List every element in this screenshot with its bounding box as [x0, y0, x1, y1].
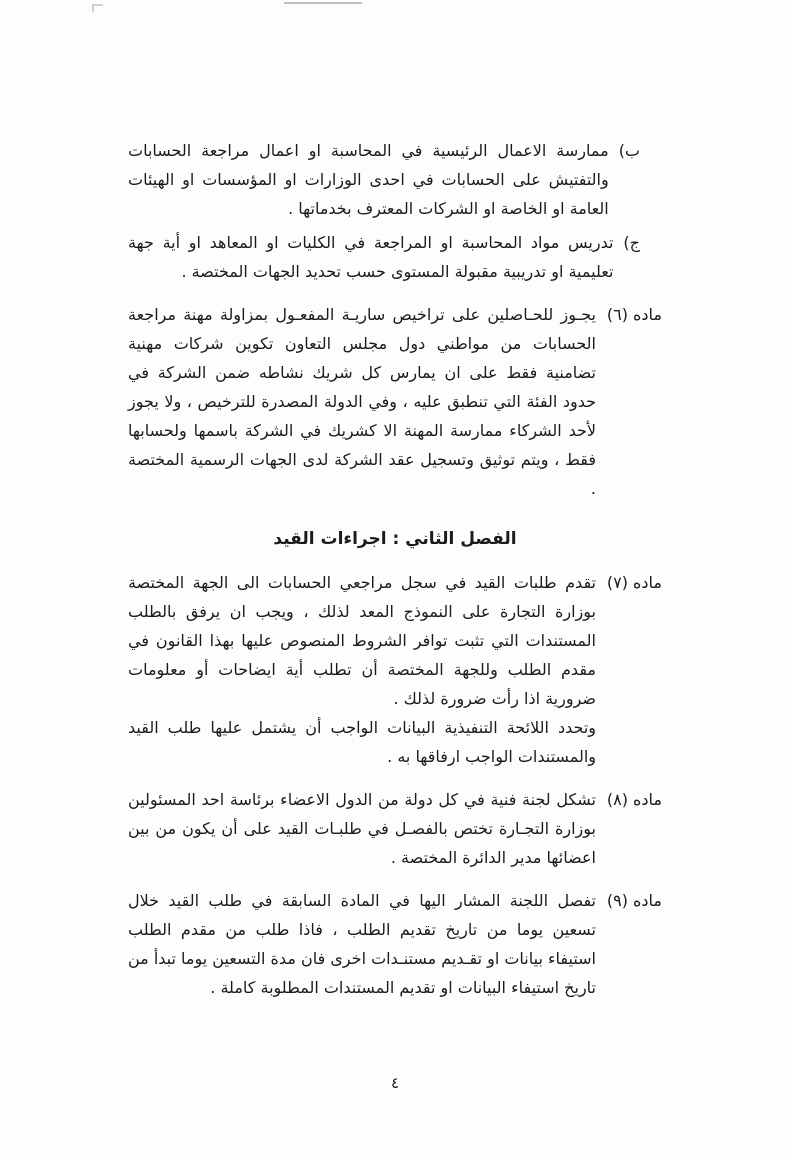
article-7-text: تقدم طلبات القيد في سجل مراجعي الحسابات الى الجهة المختصة بوزارة التجارة على النموذج المعد لذلك ، ويجب ان يرفق بالطلب المستندات التي تثبت توافر الشروط المنصوص عليها بهذا القانون في مقدم الطلب وللجهة المختصة أن تطلب أية ايضاحات أو معلومات ضرورية اذا رأت ضرورة لذلك . [128, 573, 596, 708]
page-number: ٤ [390, 1074, 400, 1092]
article-6-marker: ماده (٦) [606, 305, 662, 324]
article-9 [128, 886, 662, 1002]
article-7-text-wrap [128, 568, 596, 771]
clause-item-j [128, 228, 640, 286]
clause-b-marker: ب) [618, 141, 640, 160]
article-8-text: تشكل لجنة فنية في كل دولة من الدول الاعضاء برئاسة احد المسئولين بوزارة التجـارة تختص بالفصـل في طلبـات القيد على أن يكون من بين اعضائها مدير الدائرة المختصة . [128, 790, 596, 867]
scan-artifact-line [284, 2, 362, 4]
article-9-marker: ماده (٩) [606, 891, 662, 910]
clause-j-marker: ج) [623, 233, 640, 252]
clause-item-b [128, 136, 640, 223]
article-7 [128, 568, 662, 771]
clause-b-text: ممارسة الاعمال الرئيسية في المحاسبة او اعمال مراجعة الحسابات والتفتيش على الحسابات في احدى الوزارات او المؤسسات او الهيئات العامة او الخاصة او الشركات المعترف بخدماتها . [128, 141, 609, 218]
clause-j-text: تدريس مواد المحاسبة او المراجعة في الكليات او المعاهد او أية جهة تعليمية او تدريبية مقبولة المستوى حسب تحديد الجهات المختصة . [128, 233, 614, 281]
chapter-2-heading: الفصل الثاني : اجراءات القيد [273, 529, 517, 549]
article-8-marker: ماده (٨) [606, 790, 662, 809]
article-6-text: يجـوز للحـاصلين على تراخيص ساريـة المفعـول بمزاولة مهنة مراجعة الحسابات من مواطني دول مجلس التعاون تكوين شركات مهنية تضامنية فقط على ان يمارس كل شريك نشاطه ضمن الشركة في حدود الفئة التي تنطبق عليه ، وفي الدولة المصدرة للترخيص ، ولا يجوز لأحد الشركاء ممارسة المهنة الا كشريك في الشركة باسمها ولحسابها فقط ، ويتم توثيق وتسجيل عقد الشركة لدى الجهات الرسمية المختصة . [128, 305, 596, 498]
article-8 [128, 785, 662, 872]
article-9-text: تفصل اللجنة المشار اليها في المادة السابقة في طلب القيد خلال تسعين يوما من تاريخ تقديم الطلب ، فاذا طلب من مقدم الطلب استيفاء بيانات او تقـديم مستنـدات اخرى فان مدة التسعين يوما تبدأ من تاريخ استيفاء البيانات او تقديم المستندات المطلوبة كاملة . [128, 891, 596, 997]
article-7-text-2: وتحدد اللائحة التنفيذية البيانات الواجب أن يشتمل عليها طلب القيد والمستندات الواجب ارفاقها به . [128, 718, 596, 766]
document-body [128, 0, 662, 1002]
scan-artifact-corner [92, 4, 103, 12]
article-7-marker: ماده (٧) [606, 573, 662, 592]
article-6 [128, 300, 662, 503]
